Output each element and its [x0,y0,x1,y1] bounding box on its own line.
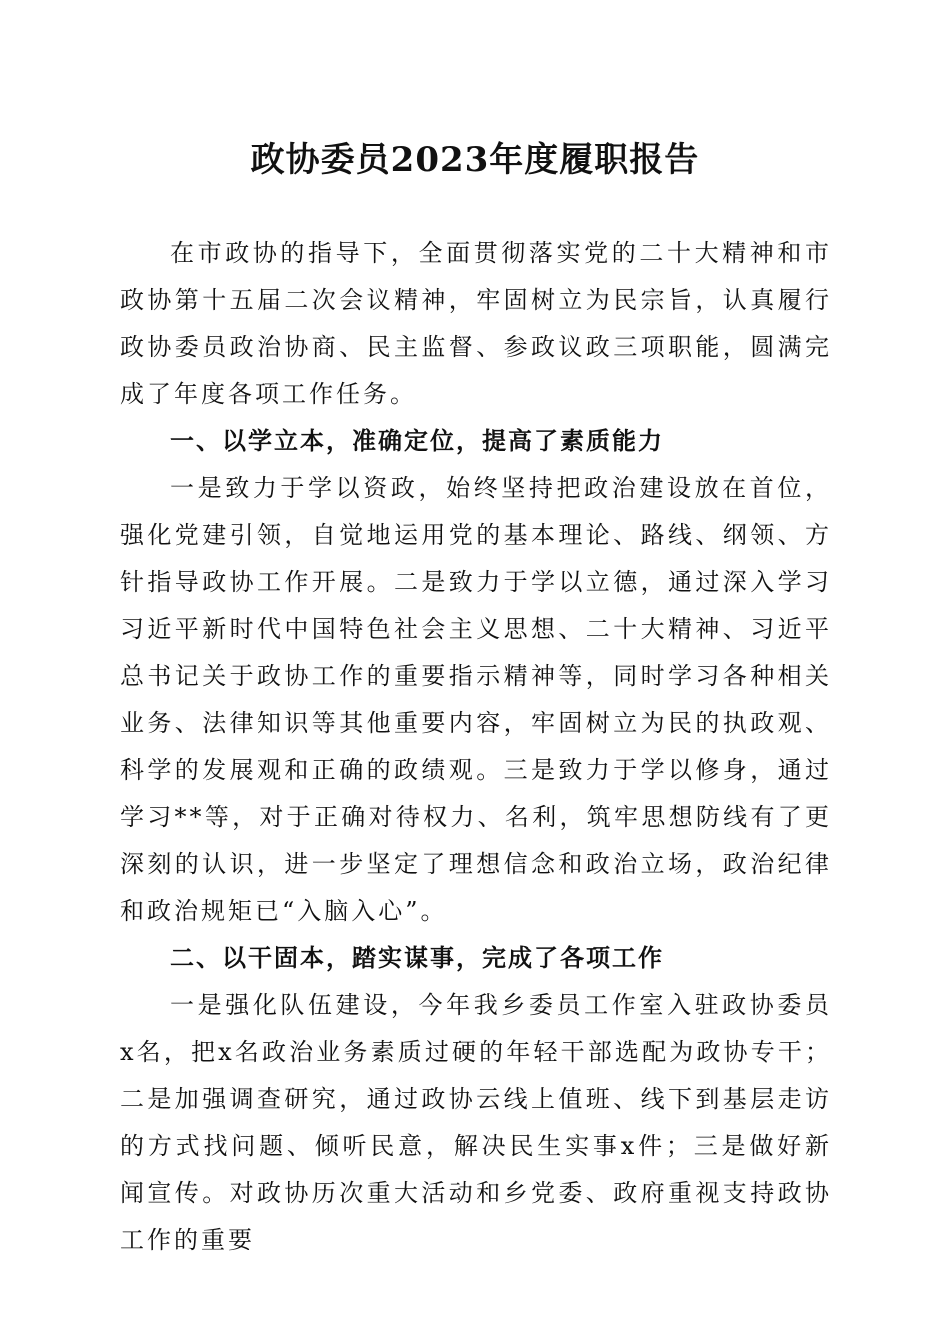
section-heading-2: 二、以干固本，踏实谋事，完成了各项工作 [170,944,664,972]
section-paragraph-2: 一是强化队伍建设，今年我乡委员工作室入驻政协委员x名，把x名政治业务素质过硬的年轻干部选配为政协专干；二是加强调查研究，通过政协云线上值班、线下到基层走访的方式找问题、倾听民意，解决民生实事x件；三是做好新闻宣传。对政协历次重大活动和乡党委、政府重视支持政协工作的重要 [120,991,832,1254]
document-body [120,230,832,1264]
document-title: 政协委员2023年度履职报告 [250,140,700,180]
intro-paragraph: 在市政协的指导下，全面贯彻落实党的二十大精神和市政协第十五届二次会议精神，牢固树立为民宗旨，认真履行政协委员政治协商、民主监督、参政议政三项职能，圆满完成了年度各项工作任务。 [120,239,832,408]
section-heading-1: 一、以学立本，准确定位，提高了素质能力 [170,427,664,455]
section-paragraph-1: 一是致力于学以资政，始终坚持把政治建设放在首位，强化党建引领，自觉地运用党的基本理论、路线、纲领、方针指导政协工作开展。二是致力于学以立德，通过深入学习习近平新时代中国特色社会主义思想、二十大精神、习近平总书记关于政协工作的重要指示精神等，同时学习各种相关业务、法律知识等其他重要内容，牢固树立为民的执政观、科学的发展观和正确的政绩观。三是致力于学以修身，通过学习**等，对于正确对待权力、名利，筑牢思想防线有了更深刻的认识，进一步坚定了理想信念和政治立场，政治纪律和政治规矩已“入脑入心”。 [120,474,832,925]
